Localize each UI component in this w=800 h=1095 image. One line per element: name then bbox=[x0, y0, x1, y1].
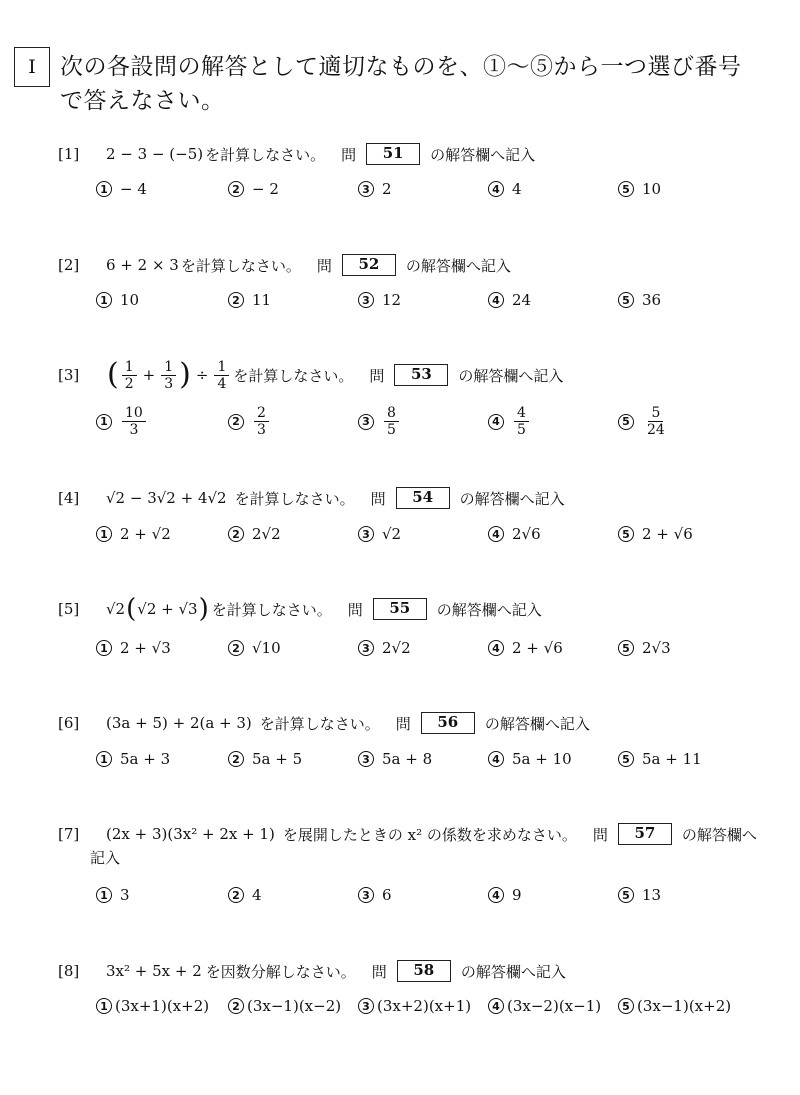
choice-3[interactable] bbox=[358, 639, 411, 657]
choice-3[interactable] bbox=[358, 291, 401, 309]
choice-text: 4 bbox=[252, 886, 262, 904]
answer-instruction: の解答欄へ記入 bbox=[459, 489, 565, 508]
plus-sign: + bbox=[142, 366, 156, 384]
choice-2[interactable] bbox=[228, 405, 271, 438]
circled-number-icon: 5 bbox=[618, 181, 634, 197]
choice-text: 5a + 8 bbox=[382, 750, 433, 768]
choice-text: 2 + √3 bbox=[120, 639, 171, 657]
choice-2[interactable] bbox=[228, 291, 271, 309]
choice-2[interactable] bbox=[228, 997, 341, 1015]
choice-2[interactable] bbox=[228, 886, 262, 904]
answer-instruction: の解答欄へ bbox=[681, 825, 757, 844]
choice-text: 2√2 bbox=[382, 639, 411, 657]
choice-text: 2 + √6 bbox=[512, 639, 563, 657]
choice-text: 9 bbox=[512, 886, 522, 904]
circled-number-icon: 1 bbox=[96, 414, 112, 430]
choice-4[interactable] bbox=[488, 750, 572, 768]
answer-box-number: 55 bbox=[373, 598, 427, 620]
answer-instruction: の解答欄へ記入 bbox=[458, 366, 564, 385]
question-number: [1] bbox=[58, 145, 80, 163]
choice-text: 10 bbox=[642, 180, 662, 198]
answer-instruction: の解答欄へ記入 bbox=[484, 714, 590, 733]
choice-1[interactable] bbox=[96, 525, 171, 543]
choice-text: 6 bbox=[382, 886, 392, 904]
circled-number-icon: 2 bbox=[228, 887, 244, 903]
choice-text: 5a + 10 bbox=[512, 750, 572, 768]
toi-label: 問 bbox=[592, 825, 608, 844]
choice-5[interactable] bbox=[618, 750, 702, 768]
choice-text: 2√2 bbox=[252, 525, 281, 543]
choice-3[interactable] bbox=[358, 886, 392, 904]
answer-box-number: 56 bbox=[421, 712, 475, 734]
section-instruction: 次の各設問の解答として適切なものを、①～⑤から一つ選び番号で答えなさい。 bbox=[60, 54, 742, 114]
answer-box-number: 52 bbox=[342, 254, 396, 276]
choice-fraction: $\frac{10}{3}$ bbox=[122, 405, 146, 438]
answer-box-number: 53 bbox=[394, 364, 448, 386]
question-expression: 3x² + 5x + 2 bbox=[106, 962, 202, 980]
choice-1[interactable] bbox=[96, 886, 130, 904]
question-number: [8] bbox=[58, 962, 80, 980]
choice-text: 13 bbox=[642, 886, 662, 904]
choice-4[interactable] bbox=[488, 405, 531, 438]
section-number: I bbox=[28, 56, 36, 78]
circled-number-icon: 2 bbox=[228, 998, 244, 1014]
circled-number-icon: 2 bbox=[228, 640, 244, 656]
circled-number-icon: 2 bbox=[228, 526, 244, 542]
choice-4[interactable] bbox=[488, 639, 563, 657]
choice-3[interactable] bbox=[358, 525, 401, 543]
question-text: を因数分解しなさい。 bbox=[205, 962, 356, 981]
circled-number-icon: 3 bbox=[358, 526, 374, 542]
circled-number-icon: 5 bbox=[618, 640, 634, 656]
question-text: を展開したときの x² の係数を求めなさい。 bbox=[282, 825, 577, 844]
choice-text: − 4 bbox=[120, 180, 147, 198]
choice-2[interactable] bbox=[228, 525, 281, 543]
compute-instruction: を計算しなさい。 bbox=[180, 256, 301, 275]
answer-box-number: 58 bbox=[397, 960, 451, 982]
toi-label: 問 bbox=[369, 366, 385, 385]
toi-label: 問 bbox=[347, 600, 363, 619]
choice-text: 11 bbox=[252, 291, 272, 309]
choice-text: 10 bbox=[120, 291, 140, 309]
choice-text: 36 bbox=[642, 291, 662, 309]
choice-fraction: $\frac{5}{24}$ bbox=[647, 405, 665, 438]
choice-2[interactable] bbox=[228, 639, 281, 657]
choice-1[interactable] bbox=[96, 639, 171, 657]
choice-text: (3x−1)(x−2) bbox=[247, 997, 342, 1015]
circled-number-icon: 5 bbox=[618, 526, 634, 542]
choice-4[interactable] bbox=[488, 525, 541, 543]
circled-number-icon: 4 bbox=[488, 887, 504, 903]
question-number: [5] bbox=[58, 600, 80, 618]
choice-fraction: $\frac{4}{5}$ bbox=[514, 405, 529, 438]
fraction-b: $\frac{1}{3}$ bbox=[161, 359, 176, 392]
circled-number-icon: 3 bbox=[358, 887, 374, 903]
question-expression: 6 + 2 × 3 bbox=[106, 256, 179, 274]
circled-number-icon: 5 bbox=[618, 998, 634, 1014]
circled-number-icon: 4 bbox=[488, 526, 504, 542]
choice-text: 5a + 11 bbox=[642, 750, 702, 768]
circled-number-icon: 5 bbox=[618, 751, 634, 767]
question-number: [4] bbox=[58, 489, 80, 507]
choice-text: 2 + √6 bbox=[642, 525, 693, 543]
choice-2[interactable] bbox=[228, 180, 279, 198]
answer-box-number: 57 bbox=[618, 823, 672, 845]
fraction-a: $\frac{1}{2}$ bbox=[122, 359, 137, 392]
choice-1[interactable] bbox=[96, 291, 139, 309]
choice-text: 24 bbox=[512, 291, 532, 309]
choice-3[interactable] bbox=[358, 997, 471, 1015]
choice-4[interactable] bbox=[488, 291, 531, 309]
compute-instruction: を計算しなさい。 bbox=[211, 600, 332, 619]
choice-text: 2√3 bbox=[642, 639, 671, 657]
choice-text: (3x−1)(x+2) bbox=[637, 997, 732, 1015]
choice-4[interactable] bbox=[488, 997, 601, 1015]
answer-instruction: の解答欄へ記入 bbox=[436, 600, 542, 619]
choice-text: 5a + 3 bbox=[120, 750, 171, 768]
circled-number-icon: 4 bbox=[488, 181, 504, 197]
circled-number-icon: 1 bbox=[96, 526, 112, 542]
circled-number-icon: 5 bbox=[618, 292, 634, 308]
choice-1[interactable] bbox=[96, 180, 147, 198]
divide-sign: ÷ bbox=[195, 366, 209, 384]
choice-3[interactable] bbox=[358, 405, 401, 438]
left-paren: ( bbox=[126, 594, 137, 624]
choice-text: 2√6 bbox=[512, 525, 541, 543]
circled-number-icon: 3 bbox=[358, 751, 374, 767]
circled-number-icon: 1 bbox=[96, 751, 112, 767]
choice-text: 5a + 5 bbox=[252, 750, 303, 768]
answer-instruction: の解答欄へ記入 bbox=[405, 256, 511, 275]
section-number-box bbox=[14, 47, 50, 87]
choice-text: √2 bbox=[382, 525, 402, 543]
choice-5[interactable] bbox=[618, 180, 661, 198]
question-number: [3] bbox=[58, 366, 80, 384]
circled-number-icon: 1 bbox=[96, 998, 112, 1014]
choice-1[interactable] bbox=[96, 405, 148, 438]
question-expression-inner: √2 + √3 bbox=[137, 600, 198, 618]
fraction-c: $\frac{1}{4}$ bbox=[214, 359, 229, 392]
circled-number-icon: 1 bbox=[96, 887, 112, 903]
circled-number-icon: 3 bbox=[358, 292, 374, 308]
question-expression: 2 − 3 − (−5) bbox=[106, 145, 204, 163]
circled-number-icon: 2 bbox=[228, 751, 244, 767]
choice-1[interactable] bbox=[96, 750, 170, 768]
circled-number-icon: 5 bbox=[618, 887, 634, 903]
circled-number-icon: 5 bbox=[618, 414, 634, 430]
circled-number-icon: 1 bbox=[96, 640, 112, 656]
question-expression: (3a + 5) + 2(a + 3) bbox=[106, 714, 252, 732]
choice-text: 2 + √2 bbox=[120, 525, 171, 543]
circled-number-icon: 2 bbox=[228, 292, 244, 308]
circled-number-icon: 4 bbox=[488, 414, 504, 430]
toi-label: 問 bbox=[370, 489, 386, 508]
compute-instruction: を計算しなさい。 bbox=[259, 714, 380, 733]
choice-3[interactable] bbox=[358, 180, 392, 198]
toi-label: 問 bbox=[395, 714, 411, 733]
answer-box-number: 51 bbox=[366, 143, 420, 165]
choice-text: 12 bbox=[382, 291, 402, 309]
circled-number-icon: 4 bbox=[488, 292, 504, 308]
question-expression: (2x + 3)(3x² + 2x + 1) bbox=[106, 825, 275, 843]
answer-box-number: 54 bbox=[396, 487, 450, 509]
toi-label: 問 bbox=[371, 962, 387, 981]
toi-label: 問 bbox=[341, 145, 357, 164]
choice-text: √10 bbox=[252, 639, 281, 657]
circled-number-icon: 1 bbox=[96, 181, 112, 197]
compute-instruction: を計算しなさい。 bbox=[234, 489, 355, 508]
right-paren: ) bbox=[198, 594, 209, 624]
choice-1[interactable] bbox=[96, 997, 209, 1015]
circled-number-icon: 2 bbox=[228, 181, 244, 197]
choice-text: 3 bbox=[120, 886, 130, 904]
choice-5[interactable] bbox=[618, 997, 731, 1015]
question-expression-outer: √2 bbox=[106, 600, 126, 618]
compute-instruction: を計算しなさい。 bbox=[205, 145, 326, 164]
choice-text: (3x−2)(x−1) bbox=[507, 997, 602, 1015]
choice-text: − 2 bbox=[252, 180, 279, 198]
choice-text: (3x+2)(x+1) bbox=[377, 997, 472, 1015]
choice-fraction: $\frac{8}{5}$ bbox=[384, 405, 399, 438]
circled-number-icon: 4 bbox=[488, 751, 504, 767]
choice-5[interactable] bbox=[618, 291, 661, 309]
choice-5[interactable] bbox=[618, 525, 693, 543]
left-paren: ( bbox=[107, 357, 119, 392]
circled-number-icon: 4 bbox=[488, 640, 504, 656]
circled-number-icon: 3 bbox=[358, 998, 374, 1014]
circled-number-icon: 3 bbox=[358, 414, 374, 430]
choice-4[interactable] bbox=[488, 886, 522, 904]
circled-number-icon: 3 bbox=[358, 640, 374, 656]
toi-label: 問 bbox=[316, 256, 332, 275]
choice-text: 2 bbox=[382, 180, 392, 198]
question-number: [6] bbox=[58, 714, 80, 732]
choice-text: 4 bbox=[512, 180, 522, 198]
circled-number-icon: 4 bbox=[488, 998, 504, 1014]
question-number: [7] bbox=[58, 825, 80, 843]
choice-2[interactable] bbox=[228, 750, 302, 768]
answer-instruction: の解答欄へ記入 bbox=[460, 962, 566, 981]
choice-4[interactable] bbox=[488, 180, 522, 198]
compute-instruction: を計算しなさい。 bbox=[233, 366, 354, 385]
right-paren: ) bbox=[179, 357, 191, 392]
circled-number-icon: 2 bbox=[228, 414, 244, 430]
circled-number-icon: 1 bbox=[96, 292, 112, 308]
choice-3[interactable] bbox=[358, 750, 432, 768]
choice-5[interactable] bbox=[618, 405, 670, 438]
circled-number-icon: 3 bbox=[358, 181, 374, 197]
choice-text: (3x+1)(x+2) bbox=[115, 997, 210, 1015]
question-number: [2] bbox=[58, 256, 80, 274]
question-expression: √2 − 3√2 + 4√2 bbox=[106, 489, 227, 507]
choice-5[interactable] bbox=[618, 886, 661, 904]
answer-instruction-continued: 記入 bbox=[90, 849, 121, 867]
answer-instruction: の解答欄へ記入 bbox=[430, 145, 536, 164]
choice-5[interactable] bbox=[618, 639, 671, 657]
choice-fraction: $\frac{2}{3}$ bbox=[254, 405, 269, 438]
